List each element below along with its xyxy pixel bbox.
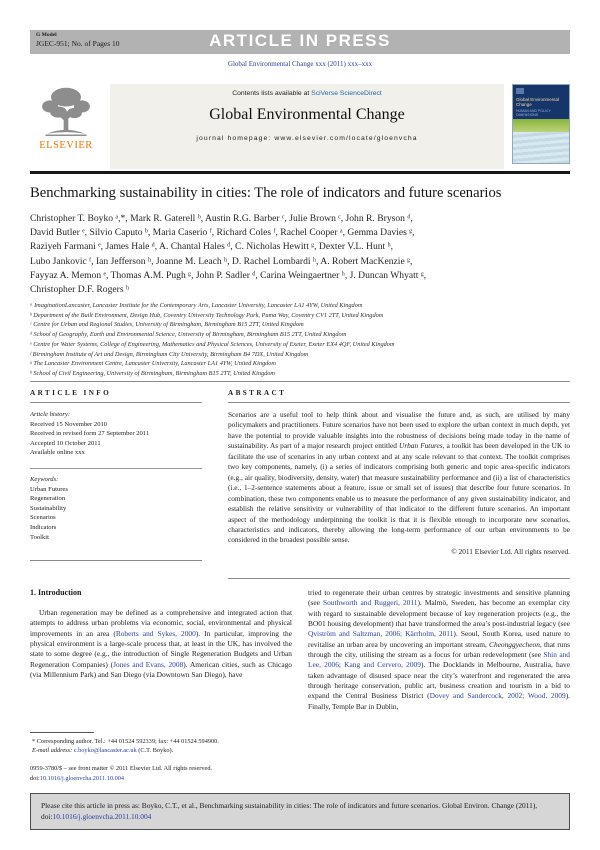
journal-header	[30, 84, 570, 169]
journal-cover-subtitle: HUMAN AND POLICY DIMENSIONS	[516, 108, 551, 117]
introduction-paragraph-left	[30, 608, 292, 680]
text-segment: ). In particular, improving the physical environment is a large-scale process that, at least in the UK, has involved the state to some degree (e.g., the introduction of Single Regeneration Budgets and Urban Regeneration Companies) (	[30, 628, 292, 669]
keyword: Indicators	[30, 523, 57, 531]
article-in-press-banner	[30, 30, 570, 54]
text-segment: , that runs through the city, utilising the stream as a focus for urban redevelopment (see	[308, 639, 571, 660]
keyword: Scenarios	[30, 514, 56, 522]
affiliation-line: ᵍ The Lancaster Environment Centre, Lancaster University, Lancaster LA1 4YW, United Kingdom	[30, 360, 276, 368]
article-info-column	[30, 389, 202, 561]
inline-link[interactable]: 10.1016/j.gloenvcha.2011.10.004	[39, 774, 125, 782]
corresponding-author-note: * Corresponding author. Tel.: +44 01524 592339; fax: +44 01524 594900.	[32, 738, 219, 745]
author-line: Christopher D.F. Rogers ʰ	[30, 284, 130, 296]
text-segment: E-mail address:	[32, 747, 74, 755]
text-segment: Contents lists available at	[232, 90, 312, 97]
affiliation-list	[30, 301, 570, 379]
author-line: Fayyaz A. Memon ᵉ, Thomas A.M. Pugh ᵍ, John P. Sadler ᵈ, Carina Weingaertner ʰ, J. Duncan Whyatt ᵍ,	[30, 269, 427, 281]
introduction-paragraph-right	[308, 588, 570, 712]
header-divider	[30, 171, 570, 174]
article-title: Benchmarking sustainability in cities: The role of indicators and future scenarios	[30, 185, 502, 201]
keyword: Regeneration	[30, 495, 66, 503]
affiliation-line: ᶜ Centre for Urban and Regional Studies, University of Birmingham, Birmingham B15 2TT, United Kingdom	[30, 321, 304, 329]
keyword: Sustainability	[30, 504, 67, 512]
author-line: Raziyeh Farmani ᵉ, James Hale ᵈ, A. Chantal Hales ᵈ, C. Nicholas Hewitt ᵍ, Dexter V.L. Hunt ʰ,	[30, 241, 394, 253]
abstract-header: ABSTRACT	[228, 389, 570, 403]
inline-link[interactable]: Southworth and Ruggeri, 2011	[322, 598, 418, 608]
inline-link[interactable]: 10.1016/j.gloenvcha.2011.10.004	[52, 811, 152, 821]
article-history-label: Article history:	[30, 411, 71, 418]
keyword: Toolkit	[30, 533, 49, 541]
text-segment: ). The Docklands in Melbourne, Australia, have taken advantage of disused space near the city’s waterfront and regenerated the area through heritage conservation, public art, business creation and tourism in a bid to expand the Central Business District (	[308, 660, 570, 701]
journal-cover-header	[513, 85, 569, 119]
abstract-text	[228, 410, 570, 546]
affiliation-line: ᶠ Birmingham Institute of Art and Design, Birmingham City University, Birmingham B4 7DX, United Kingdom	[30, 350, 309, 358]
please-cite-text	[41, 801, 537, 821]
journal-title: Global Environmental Change	[209, 106, 405, 123]
please-cite-box	[30, 793, 570, 830]
text-segment: (C.T. Boyko).	[136, 747, 174, 755]
inline-link[interactable]: Dovey and Sandercock, 2002; Wood, 2009	[429, 691, 566, 701]
journal-banner-box	[110, 84, 504, 169]
footnote-divider	[30, 732, 94, 733]
introduction-heading: 1. Introduction	[30, 588, 82, 597]
text-segment: Cheonggyecheon	[489, 639, 540, 649]
journal-cover-thumbnail[interactable]	[512, 84, 570, 164]
journal-cover-green-band	[513, 119, 569, 132]
footnote-block	[30, 732, 292, 783]
keyword: Urban Futures	[30, 485, 68, 493]
abstract-column	[228, 389, 570, 579]
running-head: Global Environmental Change xxx (2011) xxx–xxx	[227, 60, 373, 68]
article-info-header: ARTICLE INFO	[30, 389, 202, 403]
inline-link[interactable]: Roberts and Sykes, 2000	[115, 628, 196, 638]
text-segment: ). Malmö, Sweden, has become an exemplar city with regard to sustainable development because of key regeneration projects (e.g., the BO01 housing development) that have transformed the area’s post-industrial legacy (see	[308, 598, 571, 629]
info-abstract-section	[30, 389, 570, 579]
author-list	[30, 212, 570, 297]
body-left-column	[30, 588, 292, 712]
affiliation-line: ᵇ Department of the Built Environment, Design Hub, Coventry University Technology Park, Puma Way, Coventry CV1 2TT, United Kingdom	[30, 311, 384, 319]
journal-homepage-link[interactable]: journal homepage: www.elsevier.com/locate/gloenvcha	[196, 135, 418, 142]
inline-link[interactable]: c.boyko@lancaster.ac.uk	[73, 747, 137, 755]
elsevier-tree-icon	[37, 84, 95, 142]
inline-link[interactable]: Jones and Evans, 2008	[113, 659, 184, 669]
affiliation-line: ᵈ School of Geography, Earth and Environmental Science, University of Birmingham, Birmingham B15 2TT, United Kingdom	[30, 331, 347, 339]
text-segment: Scenarios are a useful tool to help think about and visualise the future and, as such, are utilised by many policymakers and practitioners. Future scenarios have not been used to explore the urban context in much depth, yet have the potential to provide valuable insights into the robustness of decisions being made today in the name of sustainability. As part of a major research project entitled	[228, 410, 570, 451]
affiliation-line: ᵉ Centre for Water Systems, College of Engineering, Mathematics and Physical Sciences, University of Exeter, Exeter EX4 4QF, United Kingdom	[30, 340, 395, 348]
body-right-column	[308, 588, 570, 712]
history-line: Accepted 10 October 2011	[30, 439, 101, 447]
journal-cover-title: Global Environmental Change	[516, 97, 560, 108]
text-segment: doi:	[30, 774, 40, 782]
body-columns	[30, 588, 570, 712]
history-line: Received in revised form 27 September 2011	[30, 430, 150, 438]
history-line: Received 15 November 2010	[30, 420, 108, 428]
journal-cover-logo-chip	[516, 88, 524, 94]
text-segment: ). Seoul, South Korea, used nature to revitalise an urban area by uncovering an important stream,	[308, 629, 570, 649]
text-segment: Urban Futures	[399, 441, 443, 451]
inline-link[interactable]: Qviström and Saltzman, 2006; Kärrholm, 2011	[308, 629, 454, 639]
author-line: Christopher T. Boyko ᵃ,*, Mark R. Gaterell ᵇ, Austin R.G. Barber ᶜ, Julie Brown ᶜ, John R. Bryson ᵈ,	[30, 213, 413, 224]
journal-cover-sea-art	[513, 132, 569, 163]
doi-line	[30, 774, 292, 783]
manuscript-code: JGEC-951; No. of Pages 10	[36, 38, 120, 48]
email-address-line	[30, 746, 292, 755]
text-segment: ). American cities, such as Chicago (via Millennium Park) and San Diego (via Downtown San Diego), have	[30, 659, 292, 680]
author-line: Lubo Jankovic ᶠ, Ian Jefferson ʰ, Joanne M. Leach ʰ, D. Rachel Lombardi ʰ, A. Robert MacKenzie ᵍ,	[30, 255, 413, 267]
history-line: Available online xxx	[30, 449, 85, 457]
text-segment: tried to regenerate their urban centres by strategic investments and sensitive planning (see	[308, 588, 570, 608]
keywords-block	[30, 468, 202, 542]
text-segment: Please cite this article in press as: Boyko, C.T., et al., Benchmarking sustainability in cities: The role of indicators and future scenarios. Global Environ. Change (2011), doi:	[41, 801, 538, 821]
article-in-press-text: ARTICLE IN PRESS	[209, 31, 391, 50]
section-divider	[30, 381, 570, 382]
text-segment: , a toolkit has been developed in the UK to facilitate the use of scenarios in any urban context and at any scale relevant to that context. The toolkit comprises two key components, namely, (i) a series of indicators comprising both generic and topic area-specific indicators (e.g., air quality, biodiversity, density, water) that measure sustainability performance and (ii) a list of characteristics (i.e., 1–2-sentence statements about a feature, issue or small set of issues) that describe four future scenarios. In combination, these two components enable us to measure the performance of any given sustainability indicator, and establish the relative sensitivity or vulnerability of that indicator to the different future scenarios. An important aspect of the methodology underpinning the toolkit is that it is flexible enough to incorporate new scenarios, characteristics and indicators, thereby allowing the long-term performance of our urban environments to be considered in the broadest possible sense.	[228, 441, 570, 545]
keywords-label: Keywords:	[30, 475, 59, 483]
elsevier-wordmark: ELSEVIER	[39, 140, 93, 151]
elsevier-logo	[30, 84, 102, 169]
author-line: David Butler ᵉ, Silvio Caputo ᵇ, Maria Caserio ᶠ, Richard Coles ᶠ, Rachel Cooper ᵃ, Gemma Davies ᵍ,	[30, 227, 415, 239]
affiliation-line: ᵃ ImaginationLancaster, Lancaster Institute for the Contemporary Arts, Lancaster University, Lancaster LA1 4YW, United Kingdom	[30, 302, 363, 309]
abstract-copyright: © 2011 Elsevier Ltd. All rights reserved.	[451, 546, 570, 556]
text-segment: ). Finally, Temple Bar in Dublin,	[308, 691, 571, 711]
inline-link[interactable]: SciVerse ScienceDirect	[311, 90, 382, 97]
inline-link[interactable]: Shin and Lee, 2006; Kang and Cervero, 2009	[308, 650, 571, 670]
affiliation-line: ʰ School of Civil Engineering, University of Birmingham, Birmingham B15 2TT, United Kingdom	[30, 369, 275, 377]
issn-copyright-line: 0959-3780/$ – see front matter © 2011 Elsevier Ltd. All rights reserved.	[30, 765, 213, 773]
text-segment: Urban regeneration may be defined as a comprehensive and integrated action that attempts to address urban problems via economic, social, environmental and physical improvements in an area (	[30, 608, 292, 638]
g-model-label: G Model	[36, 32, 57, 38]
contents-list-line	[118, 90, 496, 97]
